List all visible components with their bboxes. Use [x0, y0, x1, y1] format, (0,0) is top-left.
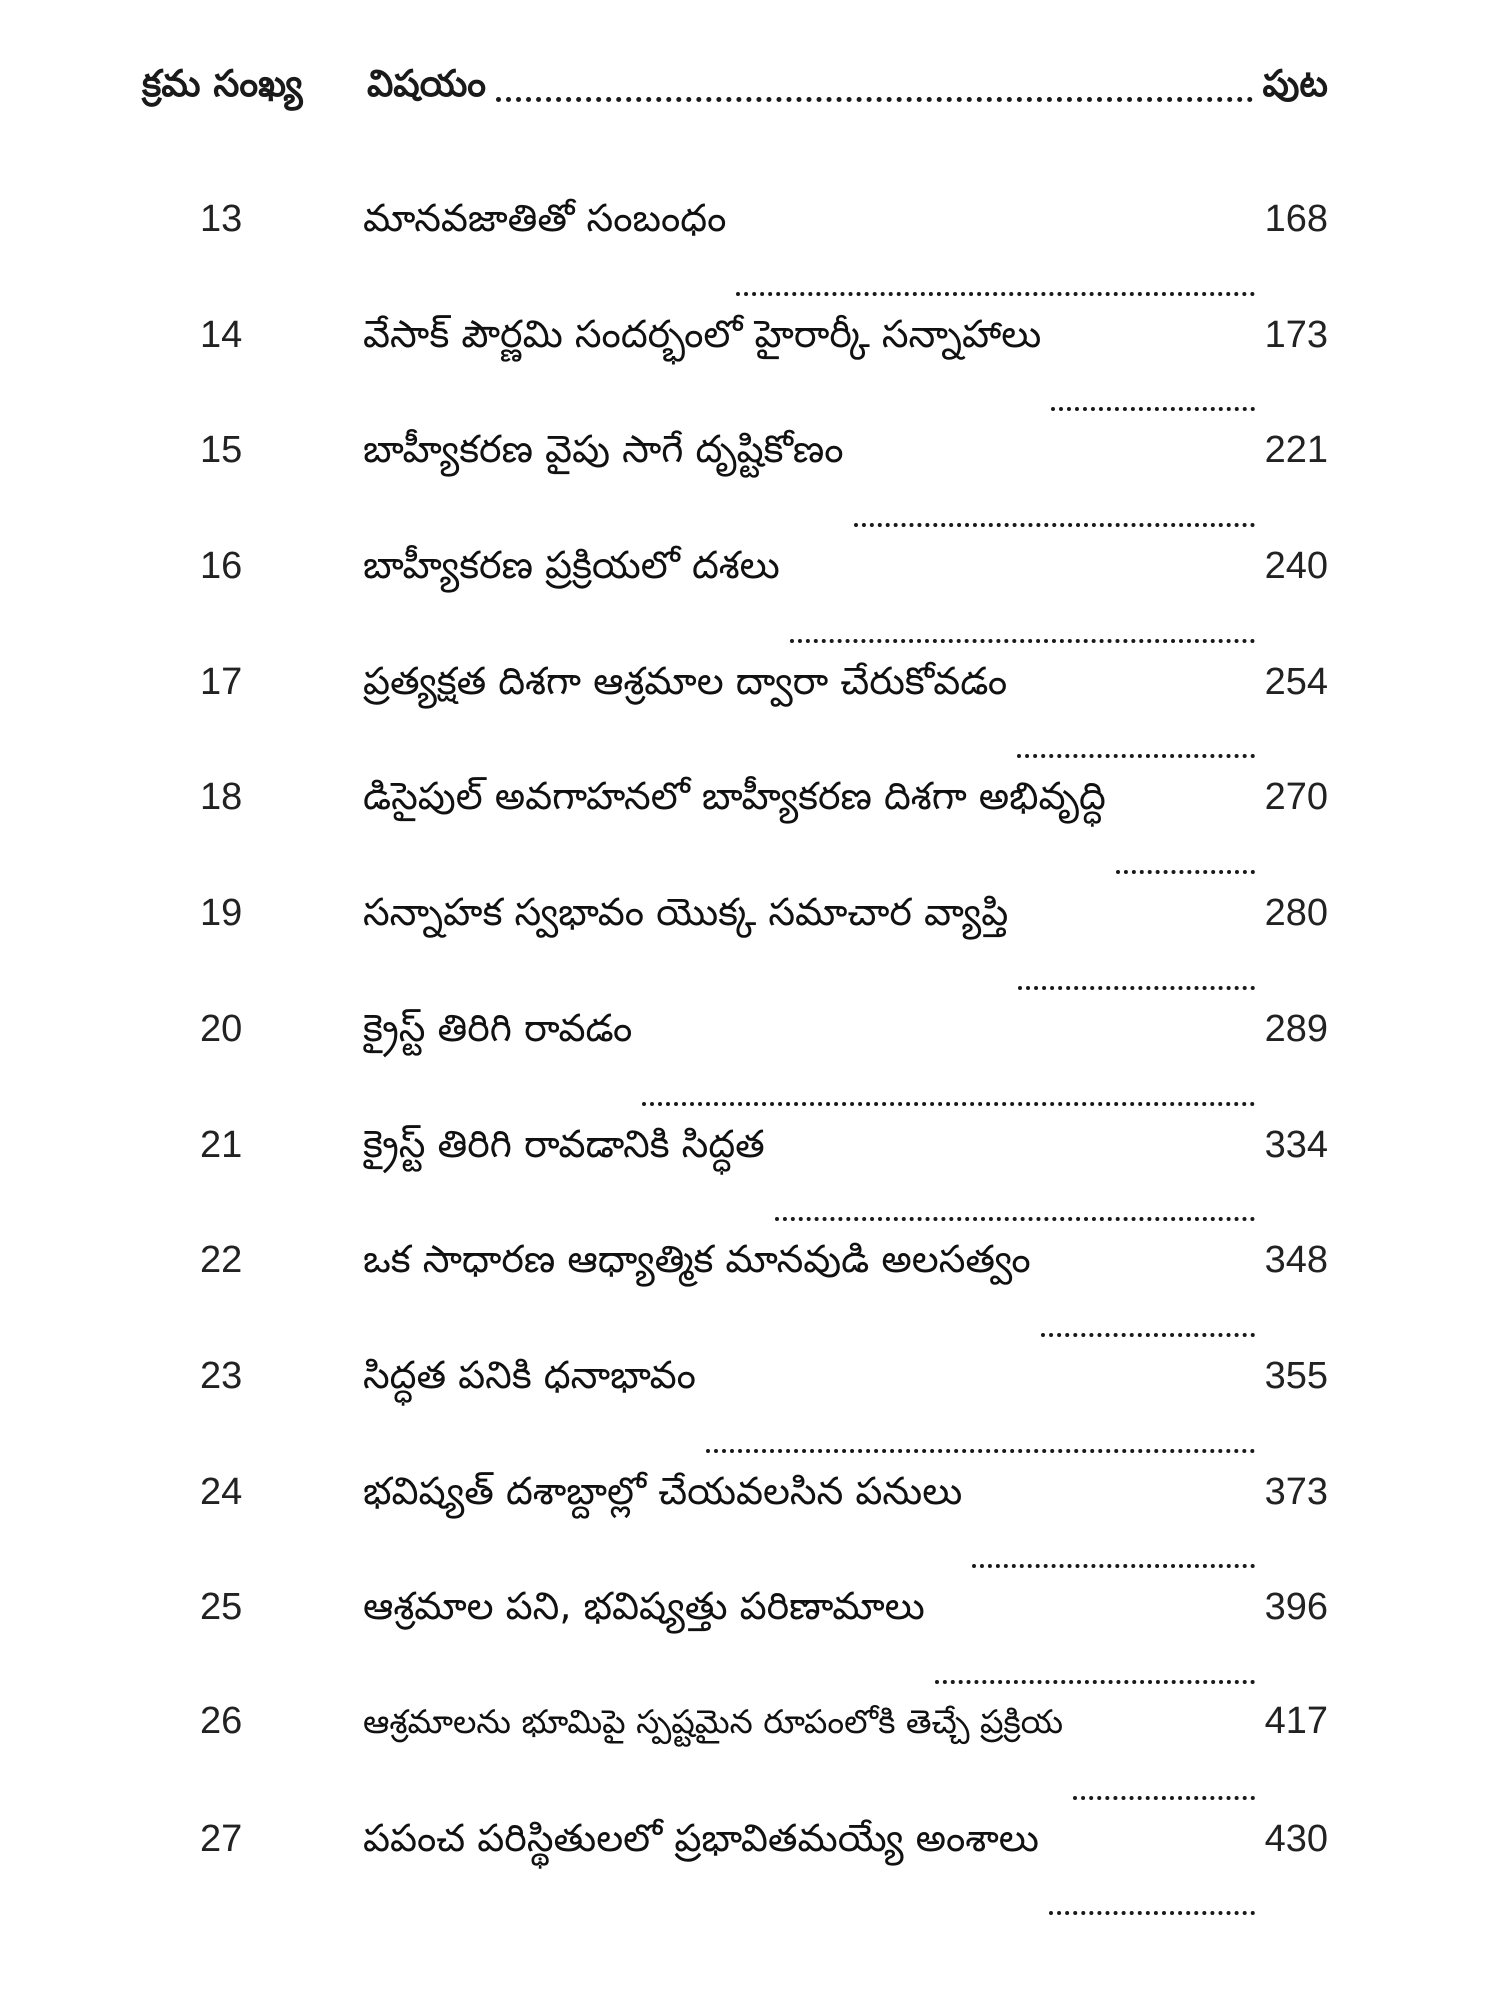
dot-leader — [790, 639, 1255, 643]
entry-title: భవిష్యత్ దశాబ్దాల్లో చేయవలసిన పనులు — [363, 1468, 963, 1513]
entry-title: ఆశ్రమాలను భూమిపై స్పష్టమైన రూపంలోకి తెచ్చే ప్రక్రియ — [363, 1701, 1064, 1741]
toc-entry — [200, 1347, 1328, 1463]
entry-title: క్రైస్ట్ తిరిగి రావడం — [363, 1005, 633, 1050]
dot-leader — [1116, 870, 1255, 874]
toc-entry — [200, 884, 1328, 1000]
toc-entry — [200, 190, 1328, 306]
entry-title: ప్రత్యక్షత దిశగా ఆశ్రమాల ద్వారా చేరుకోవడం — [363, 658, 1008, 703]
toc-entry — [200, 1810, 1328, 1926]
entry-number: 16 — [200, 545, 243, 588]
dot-leader — [1018, 986, 1254, 990]
entry-number: 23 — [200, 1354, 243, 1397]
toc-entry — [200, 1000, 1328, 1116]
entry-number: 15 — [200, 429, 243, 472]
dot-leader — [736, 292, 1254, 296]
entry-title: సన్నాహక స్వభావం యొక్క సమాచార వ్యాప్తి — [363, 890, 1009, 935]
entry-title: మానవజాతితో సంబంధం — [363, 196, 727, 240]
entry-page: 334 — [1264, 1123, 1328, 1166]
dot-leader — [1017, 754, 1254, 758]
entry-page: 221 — [1264, 429, 1328, 472]
entry-page: 348 — [1264, 1239, 1328, 1282]
entry-number: 21 — [200, 1123, 243, 1166]
dot-leader — [1041, 1333, 1255, 1337]
entry-page: 355 — [1264, 1354, 1328, 1397]
entry-number: 14 — [200, 313, 243, 356]
entry-title: వేసాక్ పౌర్ణమి సందర్భంలో హైరార్కీ సన్నాహాలు — [363, 311, 1042, 356]
entry-page: 430 — [1264, 1817, 1328, 1860]
toc-entry — [200, 421, 1328, 537]
dot-leader — [1073, 1796, 1254, 1800]
entry-page: 254 — [1264, 660, 1328, 703]
dot-leader — [706, 1449, 1255, 1453]
toc-entry — [200, 1463, 1328, 1579]
entry-title: బాహ్యీకరణ వైపు సాగే దృష్టికోణం — [363, 427, 844, 472]
header-number-label: క్రమ సంఖ్య — [142, 62, 303, 105]
toc-entry — [200, 768, 1328, 884]
entry-number: 22 — [200, 1239, 243, 1282]
entry-page: 168 — [1264, 198, 1328, 240]
toc-entry — [200, 306, 1328, 422]
dot-leader — [935, 1680, 1255, 1684]
entry-page: 270 — [1264, 776, 1328, 819]
entry-number: 25 — [200, 1586, 243, 1629]
toc-entry — [200, 1116, 1328, 1232]
dot-leader — [1051, 407, 1254, 411]
header-subject-label: విషయం — [367, 62, 487, 105]
toc-entry — [200, 1231, 1328, 1347]
entry-number: 26 — [200, 1699, 243, 1742]
entry-number: 27 — [200, 1817, 243, 1860]
toc-entry — [200, 1578, 1328, 1694]
entry-title: ఒక సాధారణ ఆధ్యాత్మిక మానవుడి అలసత్వం — [363, 1237, 1031, 1282]
header-page-label: పుట — [1262, 62, 1328, 105]
toc-list — [200, 190, 1328, 1925]
entry-page: 240 — [1264, 545, 1328, 588]
header-dot-leader — [496, 97, 1252, 102]
entry-page: 417 — [1264, 1699, 1328, 1742]
entry-title: క్రైస్ట్ తిరిగి రావడానికి సిద్ధత — [363, 1121, 765, 1166]
entry-title: బాహ్యీకరణ ప్రక్రియలో దశలు — [363, 543, 780, 588]
entry-number: 13 — [200, 198, 243, 240]
entry-title: సిద్ధత పనికి ధనాభావం — [363, 1352, 696, 1397]
entry-number: 18 — [200, 776, 243, 819]
entry-page: 173 — [1264, 313, 1328, 356]
entry-number: 19 — [200, 892, 243, 935]
entry-page: 373 — [1264, 1470, 1328, 1513]
entry-number: 24 — [200, 1470, 243, 1513]
entry-page: 280 — [1264, 892, 1328, 935]
entry-number: 20 — [200, 1007, 243, 1050]
entry-page: 289 — [1264, 1007, 1328, 1050]
entry-title: పపంచ పరిస్థితులలో ప్రభావితమయ్యే అంశాలు — [363, 1815, 1039, 1860]
dot-leader — [642, 1102, 1254, 1106]
toc-header — [142, 62, 1328, 114]
dot-leader — [775, 1217, 1255, 1221]
entry-title: డిసైపుల్ అవగాహనలో బాహ్యీకరణ దిశగా అభివృద్ధి — [363, 774, 1106, 819]
dot-leader — [1049, 1911, 1255, 1915]
toc-entry — [200, 653, 1328, 769]
toc-entry — [200, 537, 1328, 653]
dot-leader — [972, 1564, 1254, 1568]
entry-number: 17 — [200, 660, 243, 703]
entry-title: ఆశ్రమాల పని, భవిష్యత్తు పరిణామాలు — [363, 1584, 925, 1629]
toc-entry — [200, 1694, 1328, 1810]
entry-page: 396 — [1264, 1586, 1328, 1629]
dot-leader — [854, 523, 1255, 527]
